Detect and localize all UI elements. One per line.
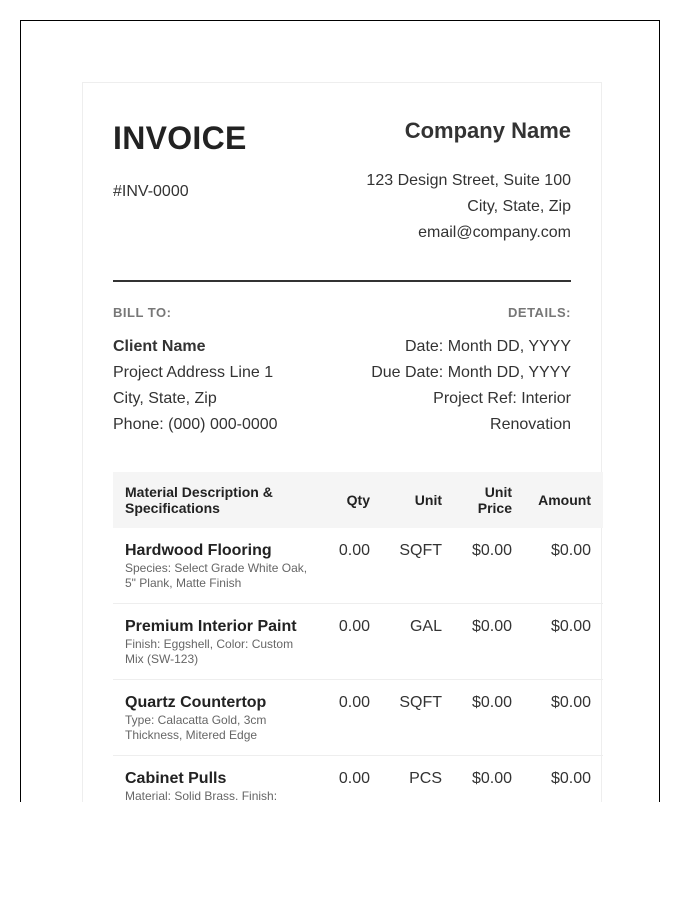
header-amount: Amount [524, 472, 603, 528]
company-email: email@company.com [418, 224, 571, 241]
company-address-line2: City, State, Zip [467, 198, 571, 215]
project-ref: Project Ref: Interior Renovation [433, 390, 571, 433]
item-name: Cabinet Pulls [125, 770, 227, 787]
item-unit: SQFT [382, 528, 454, 604]
item-qty: 0.00 [323, 680, 382, 756]
invoice-content [113, 83, 591, 802]
item-name: Premium Interior Paint [125, 618, 297, 635]
header-unit-price: Unit Price [454, 472, 524, 528]
item-description [113, 680, 323, 756]
table-row [113, 756, 603, 803]
invoice-title: INVOICE [113, 120, 247, 156]
item-amount: $0.00 [524, 680, 603, 756]
item-unit: SQFT [382, 680, 454, 756]
table-row [113, 528, 603, 604]
company-name: Company Name [404, 118, 571, 143]
invoice-header [113, 83, 571, 282]
invoice-number: #INV-0000 [113, 183, 189, 200]
header-qty: Qty [323, 472, 382, 528]
invoice-document [82, 82, 602, 802]
page-frame [20, 20, 660, 802]
item-name: Quartz Countertop [125, 694, 267, 711]
client-name: Client Name [113, 338, 206, 355]
company-address [366, 168, 571, 246]
item-spec: Finish: Eggshell, Color: Custom Mix (SW-123) [125, 637, 294, 666]
item-price: $0.00 [454, 528, 524, 604]
item-price: $0.00 [454, 680, 524, 756]
item-price: $0.00 [454, 604, 524, 680]
item-description [113, 756, 323, 803]
item-amount: $0.00 [524, 528, 603, 604]
header-unit: Unit [382, 472, 454, 528]
invoice-info [113, 282, 571, 472]
client-address-line2: City, State, Zip [113, 390, 217, 407]
details-block [361, 334, 571, 438]
bill-to-block [113, 334, 278, 438]
invoice-due-date: Due Date: Month DD, YYYY [371, 364, 571, 381]
item-spec: Species: Select Grade White Oak, 5" Plank, Matte Finish [125, 561, 308, 590]
item-spec: Material: Solid Brass. Finish: [125, 789, 278, 802]
item-unit: GAL [382, 604, 454, 680]
client-phone: Phone: (000) 000-0000 [113, 416, 278, 433]
company-address-line1: 123 Design Street, Suite 100 [366, 172, 571, 189]
item-description [113, 604, 323, 680]
details-label: DETAILS: [508, 305, 571, 320]
table-header-row [113, 472, 603, 528]
item-price: $0.00 [454, 756, 524, 803]
invoice-date: Date: Month DD, YYYY [405, 338, 571, 355]
item-qty: 0.00 [323, 756, 382, 803]
item-spec: Type: Calacatta Gold, 3cm Thickness, Mitered Edge [125, 713, 267, 742]
item-amount: $0.00 [524, 756, 603, 803]
item-qty: 0.00 [323, 528, 382, 604]
item-name: Hardwood Flooring [125, 542, 272, 559]
bill-to-label: BILL TO: [113, 305, 172, 320]
header-description: Material Description & Specifications [113, 472, 323, 528]
client-address-line1: Project Address Line 1 [113, 364, 274, 381]
table-row [113, 680, 603, 756]
item-amount: $0.00 [524, 604, 603, 680]
item-unit: PCS [382, 756, 454, 803]
item-qty: 0.00 [323, 604, 382, 680]
item-description [113, 528, 323, 604]
table-row [113, 604, 603, 680]
line-items-table [113, 472, 603, 802]
